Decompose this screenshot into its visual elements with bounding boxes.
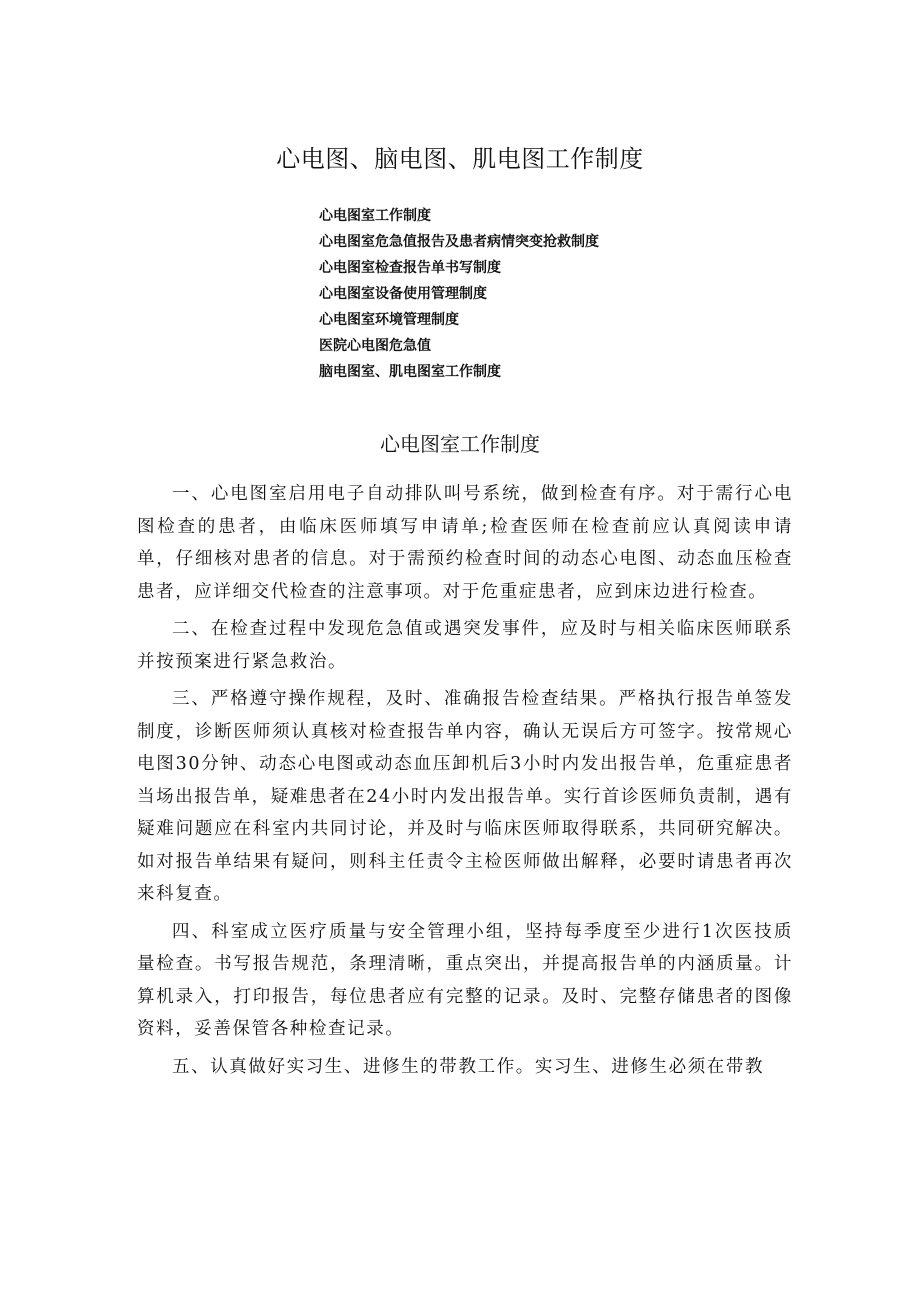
toc-item: 心电图室工作制度 <box>319 208 431 224</box>
body-paragraph: 三、严格遵守操作规程，及时、准确报告检查结果。严格执行报告单签发制度，诊断医师须认真核对检查报告单内容，确认无误后方可签字。按常规心电图30分钟、动态心电图或动态血压卸机后3小时内发出报告单，危重症患者当场出报告单，疑难患者在24小时内发出报告单。实行首诊医师负责制，遇有疑难问题应在科室内共同讨论，并及时与临床医师取得联系，共同研究解决。如对报告单结果有疑问，则科主任责令主检医师做出解释，必要时请患者再次来科复查。 <box>137 689 793 904</box>
toc-item: 心电图室环境管理制度 <box>319 312 459 328</box>
document-body <box>137 478 793 1088</box>
document-title: 心电图、脑电图、肌电图工作制度 <box>276 145 644 173</box>
section-title: 心电图室工作制度 <box>380 432 540 456</box>
toc-item: 心电图室检查报告单书写制度 <box>319 260 501 276</box>
body-paragraph: 四、科室成立医疗质量与安全管理小组，坚持每季度至少进行1次医技质量检查。书写报告规范，条理清晰，重点突出，并提高报告单的内涵质量。计算机录入，打印报告，每位患者应有完整的记录。及时、完整存储患者的图像资料，妥善保管各种检查记录。 <box>137 921 793 1039</box>
toc-item: 心电图室危急值报告及患者病情突变抢救制度 <box>319 234 599 250</box>
toc-item: 医院心电图危急值 <box>319 338 431 354</box>
toc-item: 脑电图室、肌电图室工作制度 <box>319 364 501 380</box>
body-paragraph: 二、在检查过程中发现危急值或遇突发事件，应及时与相关临床医师联系并按预案进行紧急救治。 <box>137 619 793 672</box>
table-of-contents <box>319 203 599 385</box>
body-paragraph: 一、心电图室启用电子自动排队叫号系统，做到检查有序。对于需行心电图检查的患者，由临床医师填写申请单;检查医师在检查前应认真阅读申请单，仔细核对患者的信息。对于需预约检查时间的动态心电图、动态血压检查患者，应详细交代检查的注意事项。对于危重症患者，应到床边进行检查。 <box>137 484 793 602</box>
body-paragraph: 五、认真做好实习生、进修生的带教工作。实习生、进修生必须在带教 <box>172 1056 765 1077</box>
toc-item: 心电图室设备使用管理制度 <box>319 286 487 302</box>
